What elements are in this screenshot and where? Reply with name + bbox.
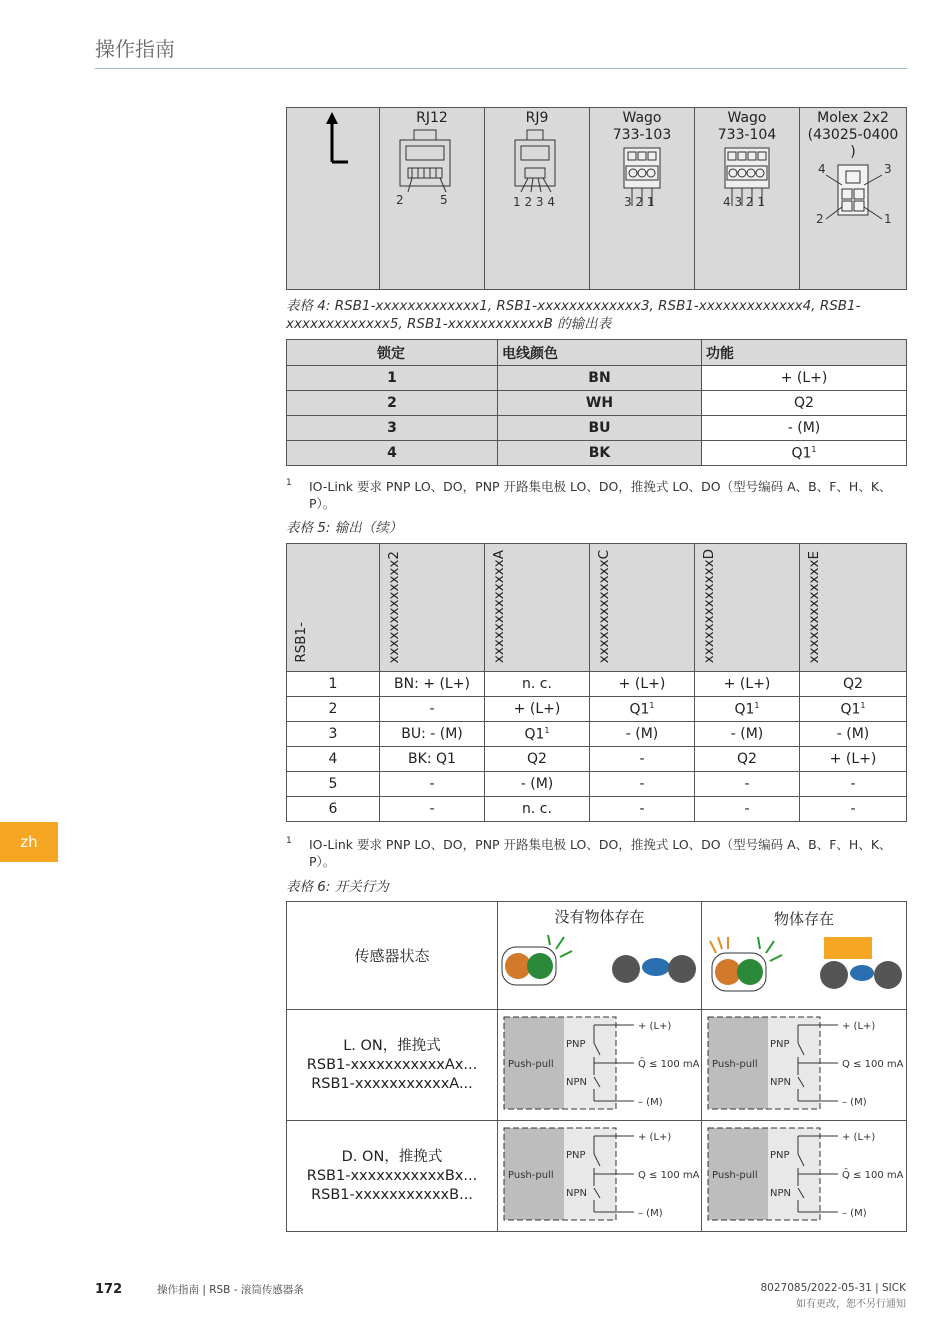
table-row <box>287 416 907 441</box>
table5-header-col: xxxxxxxxxxxxxA <box>485 544 590 672</box>
svg-text:+ (L+): + (L+) <box>637 1132 671 1143</box>
svg-text:– (M): – (M) <box>842 1097 867 1108</box>
table4-header-function: 功能 <box>702 340 907 366</box>
table6 <box>286 901 907 1232</box>
svg-text:+ (L+): + (L+) <box>637 1021 671 1032</box>
wago-104-pins: 4 3 2 1 <box>723 195 765 209</box>
table5-header-col: xxxxxxxxxxxxx2 <box>380 544 485 672</box>
table6-object-cell <box>702 902 907 1010</box>
footnote-mark: 1 <box>286 478 292 488</box>
table-row <box>287 1010 907 1121</box>
cell: + (L+) <box>702 366 907 391</box>
svg-text:+ (L+): + (L+) <box>842 1132 876 1143</box>
cell: - (M) <box>702 416 907 441</box>
table5-header-model: RSB1- <box>287 544 380 672</box>
table4-caption: 表格 4: RSB1-xxxxxxxxxxxxx1, RSB1-xxxxxxxxxxxxx3, RSB1-xxxxxxxxxxxxx4, RSB1-xxxxxxxxxxxxx5, RSB1-xxxxxxxxxxxxB 的输出表 <box>286 298 861 332</box>
table5-header-col: xxxxxxxxxxxxxC <box>590 544 695 672</box>
no-object-label: 没有物体存在 <box>554 908 645 926</box>
table5-footnote <box>286 836 906 870</box>
cell: WH <box>498 391 702 416</box>
circuit-cell <box>702 1121 907 1232</box>
footnote-mark: 1 <box>286 836 292 846</box>
svg-text:NPN: NPN <box>770 1077 791 1088</box>
table-row <box>287 1121 907 1232</box>
table-row: 5 - - (M) - - - <box>287 772 907 797</box>
cell: 4 <box>287 441 498 466</box>
mode-cell: D. ON，推挽式 RSB1-xxxxxxxxxxxBx... RSB1-xxxxxxxxxxxB... <box>287 1121 498 1232</box>
language-tab: zh <box>0 822 58 862</box>
footnote-text: IO-Link 要求 PNP LO、DO，PNP 开路集电极 LO、DO，推挽式 LO、DO（型号编码 A、B、F、H、K、P）。 <box>309 837 892 869</box>
circuit-diagram-icon <box>500 1124 700 1224</box>
object-label: 物体存在 <box>773 910 834 928</box>
connector-name: Wago 733-103 <box>612 110 672 143</box>
molex-plug-icon <box>808 161 898 227</box>
circuit-diagram-icon <box>704 1013 904 1113</box>
circuit-cell <box>702 1010 907 1121</box>
wago-3pin-icon <box>602 144 682 220</box>
svg-text:NPN: NPN <box>565 1188 587 1199</box>
cell: 1 <box>287 366 498 391</box>
connector-name: Molex 2x2 (43025-0400 ) <box>807 110 899 160</box>
table5-header-col: xxxxxxxxxxxxxE <box>800 544 907 672</box>
wago-103-pins: 3 2 1 <box>624 195 655 209</box>
rj12-pin-a: 2 <box>396 193 404 207</box>
rj12-pin-b: 5 <box>440 193 448 207</box>
molex-pin-2: 2 <box>816 212 824 226</box>
table6-caption: 表格 6: 开关行为 <box>286 879 389 895</box>
svg-text:NPN: NPN <box>565 1077 587 1088</box>
svg-text:+ (L+): + (L+) <box>842 1021 876 1032</box>
table-row <box>287 366 907 391</box>
wago-4pin-icon <box>707 144 787 220</box>
table6-no-object-cell <box>498 902 702 1010</box>
cell: BU <box>498 416 702 441</box>
table5-caption: 表格 5: 输出（续） <box>286 520 403 536</box>
table-row: 3 BU: - (M) $Q1^1$ - (M) - (M) - (M) <box>287 722 907 747</box>
svg-text:Push-pull: Push-pull <box>712 1170 758 1181</box>
molex-pin-3: 3 <box>884 162 892 176</box>
page-number: 172 <box>95 1282 123 1297</box>
footer-doc-code: 8027085/2022-05-31 | SICK <box>760 1282 906 1294</box>
svg-text:Push-pull: Push-pull <box>507 1059 554 1070</box>
table4-footnote <box>286 478 906 512</box>
svg-text:Q ≤ 100 mA: Q ≤ 100 mA <box>637 1170 699 1181</box>
svg-text:– (M): – (M) <box>637 1097 663 1108</box>
svg-text:Q ≤ 100 mA: Q ≤ 100 mA <box>842 1059 904 1070</box>
footnote-text: IO-Link 要求 PNP LO、DO，PNP 开路集电极 LO、DO，推挽式 LO、DO（型号编码 A、B、F、H、K、P）。 <box>309 479 892 511</box>
cell: BN <box>498 366 702 391</box>
table5 <box>286 543 907 822</box>
rj9-pins: 1 2 3 4 <box>513 195 555 209</box>
connector-name: RJ12 <box>416 110 448 126</box>
svg-text:– (M): – (M) <box>842 1208 867 1219</box>
header-rule <box>95 68 907 69</box>
rj12-plug-icon <box>392 126 472 216</box>
connector-axis-cell <box>287 108 380 290</box>
svg-text:Q̄ ≤ 100 mA: Q̄ ≤ 100 mA <box>842 1170 904 1181</box>
cell: BK <box>498 441 702 466</box>
table-row: 6 - n. c. - - - <box>287 797 907 822</box>
cell: Q2 <box>702 391 907 416</box>
table4-header-pin: 锁定 <box>287 340 498 366</box>
sensor-no-object-icon <box>498 927 702 1003</box>
circuit-diagram-icon <box>704 1124 904 1224</box>
axis-arrows-icon <box>298 112 348 182</box>
svg-text:Q̄ ≤ 100 mA: Q̄ ≤ 100 mA <box>637 1059 699 1070</box>
connector-name: RJ9 <box>525 110 549 126</box>
svg-text:PNP: PNP <box>565 1039 586 1050</box>
table4 <box>286 339 907 466</box>
table6-state-label: 传感器状态 <box>287 902 498 1010</box>
rj9-plug-icon <box>497 126 577 216</box>
cell: 3 <box>287 416 498 441</box>
svg-text:PNP: PNP <box>770 1150 790 1161</box>
molex-pin-1: 1 <box>884 212 892 226</box>
table-row: 1 BN: + (L+) n. c. + (L+) + (L+) Q2 <box>287 672 907 697</box>
table-row <box>287 441 907 466</box>
connector-rj9 <box>485 108 590 290</box>
connector-rj12 <box>380 108 485 290</box>
circuit-cell <box>498 1010 702 1121</box>
svg-text:Push-pull: Push-pull <box>712 1059 758 1070</box>
footer-doc-title: 操作指南 | RSB - 滚筒传感器条 <box>157 1284 304 1296</box>
cell: 2 <box>287 391 498 416</box>
table4-header-color: 电线颜色 <box>498 340 702 366</box>
table5-header-col: xxxxxxxxxxxxxD <box>695 544 800 672</box>
circuit-cell <box>498 1121 702 1232</box>
table-row: 2 - + (L+) $Q1^1$ $Q1^1$ $Q1^1$ <box>287 697 907 722</box>
svg-text:– (M): – (M) <box>637 1208 663 1219</box>
mode-cell: L. ON，推挽式 RSB1-xxxxxxxxxxxAx... RSB1-xxxxxxxxxxxA... <box>287 1010 498 1121</box>
svg-text:Push-pull: Push-pull <box>507 1170 554 1181</box>
circuit-diagram-icon <box>500 1013 700 1113</box>
table-row <box>287 391 907 416</box>
connector-molex-2x2 <box>800 108 907 290</box>
svg-text:PNP: PNP <box>565 1150 586 1161</box>
cell: $Q1^1$ <box>702 441 907 466</box>
footer-note: 如有更改，恕不另行通知 <box>796 1299 906 1310</box>
page-header-title: 操作指南 <box>95 37 175 61</box>
connector-wago-733-103 <box>590 108 695 290</box>
svg-text:PNP: PNP <box>770 1039 790 1050</box>
connector-table <box>286 107 907 290</box>
connector-wago-733-104 <box>695 108 800 290</box>
table-row: 4 BK: Q1 Q2 - Q2 + (L+) <box>287 747 907 772</box>
sensor-object-icon <box>702 929 906 1005</box>
molex-pin-4: 4 <box>818 162 826 176</box>
svg-text:NPN: NPN <box>770 1188 791 1199</box>
connector-name: Wago 733-104 <box>717 110 777 143</box>
